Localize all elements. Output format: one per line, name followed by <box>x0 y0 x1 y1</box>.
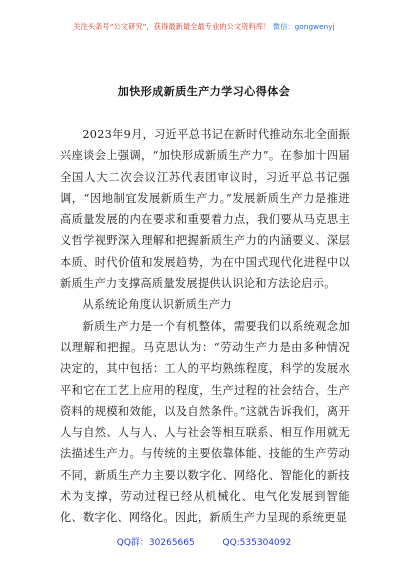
qq-number: QQ:535304092 <box>222 538 292 548</box>
section-subheading: 从系统论角度认识新质生产力 <box>82 298 232 312</box>
document-body <box>60 124 350 529</box>
header-banner <box>0 22 408 32</box>
paragraph-intro: 2023年9月，习近平总书记在新时代推动东北全面振兴座谈会上强调，“加快形成新质生产力”。在参加十四届全国人大二次会议江苏代表团审议时，习近平总书记强调，“因地制宜发展新质生产力。”发展新质生产力是推进高质量发展的内在要求和重要着力点，我们要从马克思主义哲学视野深入理解和把握新质生产力的内涵要义、深层本质、时代价值和发展趋势，为在中国式现代化进程中以新质生产力支撑高质量发展提供认识论和方法论启示。 <box>60 128 350 291</box>
document-title: 加快形成新质生产力学习心得体会 <box>117 85 291 98</box>
qq-group: QQ群：30265665 <box>116 538 195 548</box>
paragraph-system: 新质生产力是一个有机整体，需要我们以系统观念加以理解和把握。马克思认为：“劳动生产力是由多种情况决定的，其中包括：工人的平均熟练程度，科学的发展水平和它在工艺上应用的程度，生产过程的社会结合，生产资料的规模和效能，以及自然条件。”这就告诉我们，离开人与自然、人与人、人与社会等相互联系、相互作用就无法描述生产力。与传统的主要依靠体能、技能的生产劳动不同，新质生产力主要以数字化、网络化、智能化的新技术为支撑，劳动过程已经从机械化、电气化发展到智能化、数字化、网络化。因此，新质生产力呈现的系统更显 <box>60 319 350 525</box>
footer-contact <box>0 535 408 548</box>
wechat-id: 微信：gongwenyj <box>272 22 335 31</box>
banner-promo-text: 关注头条号“公文研究”，获得最新最全最专业的公文资料库！ <box>73 22 271 31</box>
